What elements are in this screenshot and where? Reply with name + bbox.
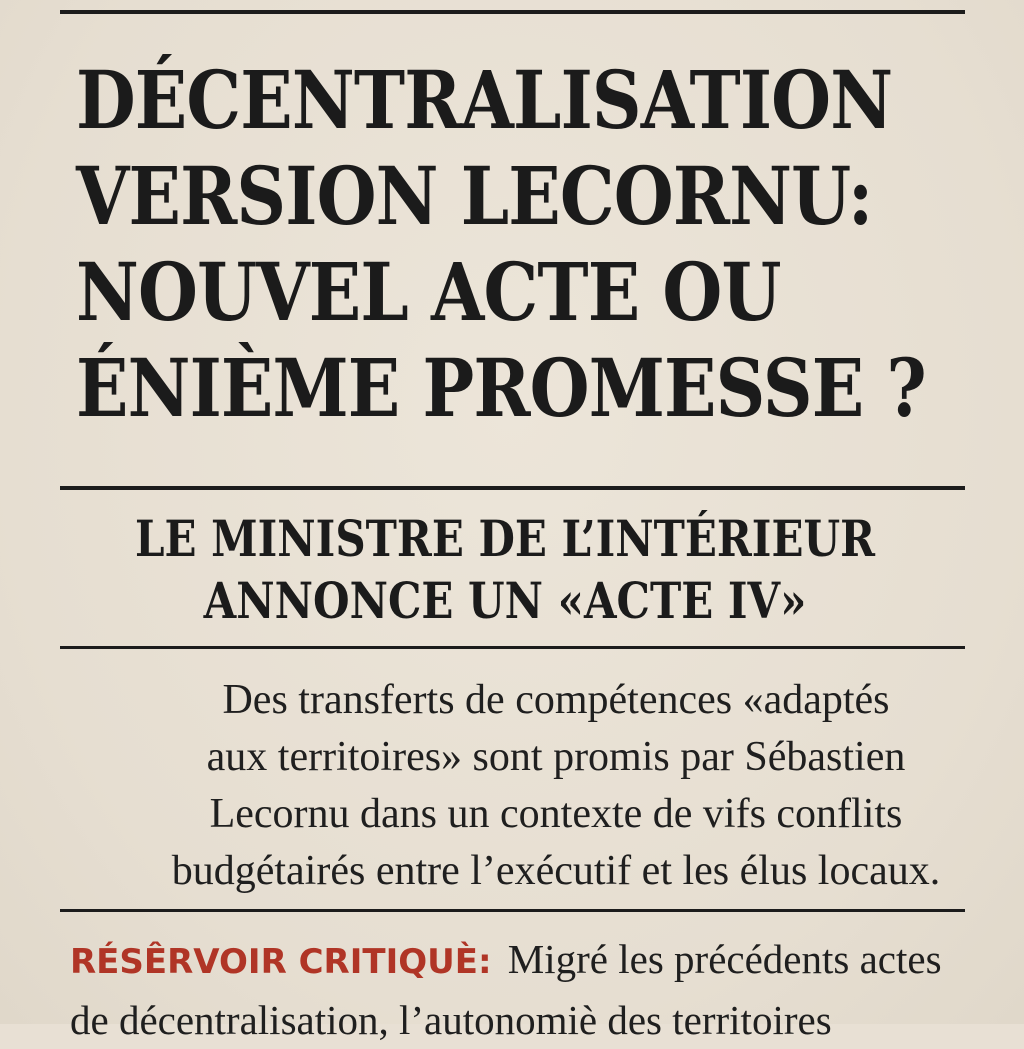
subhead-line-1: LE MINISTRE DE L’INTÉRIEUR bbox=[134, 509, 876, 568]
top-rule bbox=[60, 10, 965, 14]
body-line-1-text: Migré les précédents actes bbox=[507, 936, 942, 982]
standfirst-line-2: aux territoires» sont promis par Sébastien bbox=[206, 734, 906, 780]
headline-line-4: ÉNIÈME PROMESSE ? bbox=[76, 341, 926, 435]
body-line-1 bbox=[70, 930, 1020, 991]
subhead-divider bbox=[60, 646, 965, 649]
standfirst-line-4: budgétairés entre l’exécutif et les élus locaux. bbox=[171, 848, 941, 894]
body-line-2: de décentralisation, l’autonomiè des territoires bbox=[70, 997, 832, 1043]
subhead-line-2: ANNONCE UN «ACTE IV» bbox=[203, 571, 807, 630]
headline bbox=[76, 52, 926, 436]
section-kicker: RÉSÊRVOIR CRITIQUÈ: bbox=[70, 942, 492, 982]
subheadline bbox=[81, 508, 929, 632]
standfirst-line-3: Lecornu dans un contexte de vifs conflits bbox=[209, 791, 903, 837]
article-body bbox=[70, 930, 1020, 1049]
headline-divider bbox=[60, 486, 965, 490]
standfirst bbox=[86, 672, 1024, 900]
standfirst-divider bbox=[60, 909, 965, 912]
headline-line-2: VERSION LECORNU: bbox=[76, 149, 873, 243]
standfirst-line-1: Des transferts de compétences «adaptés bbox=[222, 677, 890, 723]
headline-line-1: DÉCENTRALISATION bbox=[76, 53, 893, 147]
headline-line-3: NOUVEL ACTE OU bbox=[76, 245, 781, 339]
